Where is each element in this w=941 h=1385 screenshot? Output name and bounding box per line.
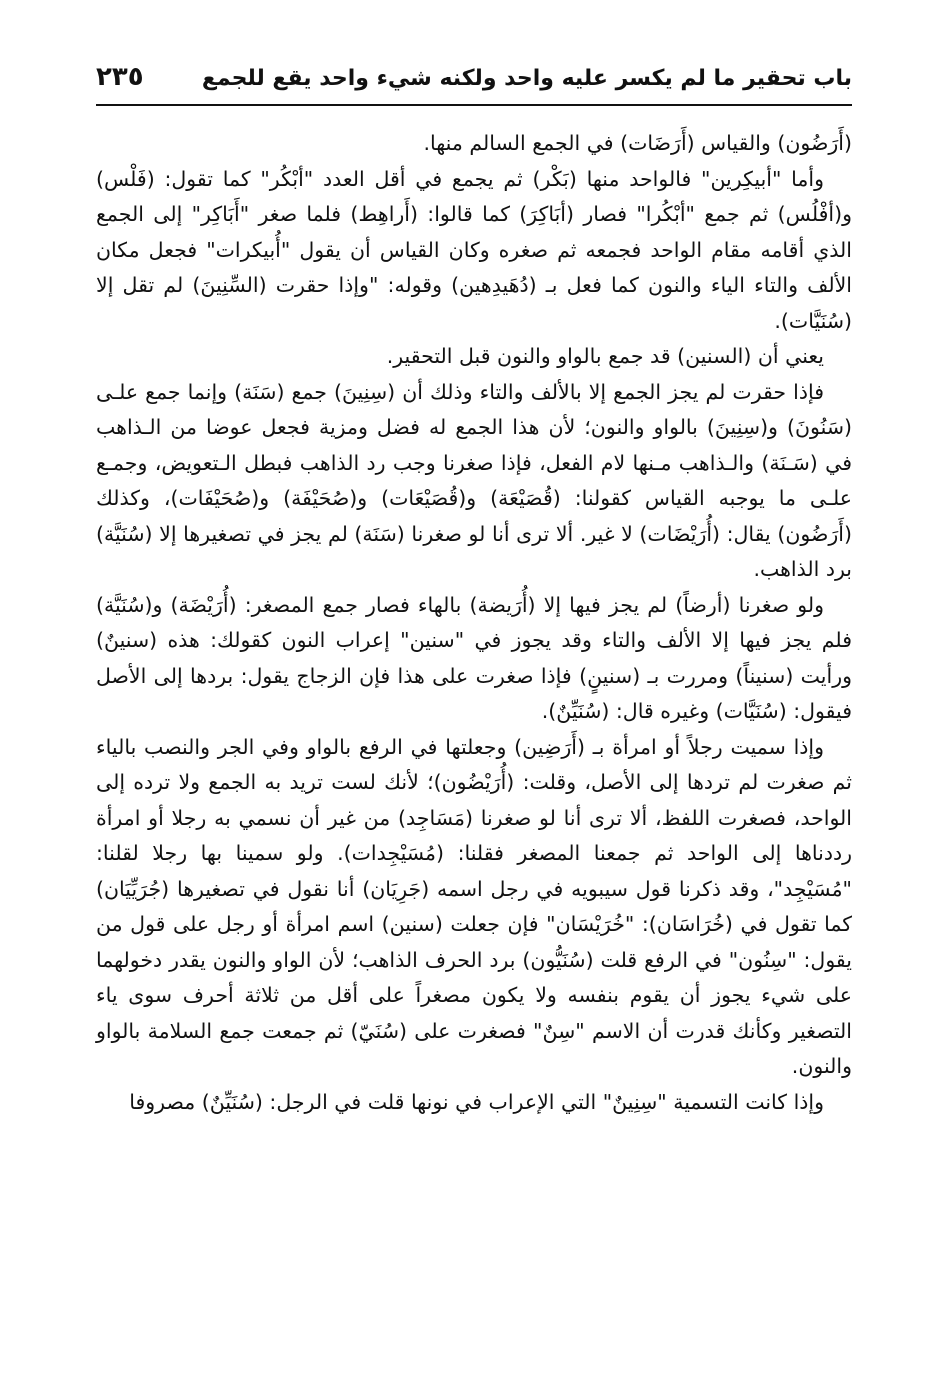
header-divider [96, 104, 852, 106]
chapter-title: باب تحقير ما لم يكسر عليه واحد ولكنه شيء واحد يقع للجمع [201, 66, 852, 91]
paragraph: ولو صغرنا (أرضاً) لم يجز فيها إلا (أُرَيضة) بالهاء فصار جمع المصغر: (أُرَيْضَة) و(سُنَيَّة) فلم يجز فيها إلا الألف والتاء وقد يجوز في "سنين" إعراب النون كقولك: هذه (سنينٌ) ورأيت (سنيناً) ومررت بـ (سنينٍ) فإذا صغرت على هذا فإن الزجاج يقول: بردها إلى الأصل فيقول: (سُنَيَّات) وغيره قال: (سُنَيِّنٌ). [96, 592, 852, 723]
page-number: ٢٣٥ [96, 62, 144, 92]
running-header [96, 60, 852, 106]
paragraph: (أَرَضُون) والقياس (أَرَضَات) في الجمع السالم منها. [423, 131, 852, 155]
book-page [96, 60, 852, 1370]
paragraph: وأما "أبيكِرين" فالواحد منها (بَكْر) ثم يجمع في أقل العدد "أبْكُر" كما تقول: (فَلْس) و(أفْلُس) ثم جمع "أبْكُرا" فصار (أبَاكِرَ) كما قالوا: (أَراهِط) فلما صغر "أَبَاكِر" إلى الجمع الذي أقامه مقام الواحد فجمعه ثم صغره وكان القياس أن يقول "أُبيكرات" فجعل مكان الألف والتاء الياء والنون كما فعل بـ (دُهَيدِهين) وقوله: "وإذا حقرت (السِّنِينَ) لم تقل إلا (سُنَيَّات). [96, 166, 852, 333]
paragraph: يعني أن (السنين) قد جمع بالواو والنون قبل التحقير. [386, 344, 824, 368]
paragraph: وإذا كانت التسمية "سِنِينٌ" التي الإعراب في نونها قلت في الرجل: (سُنَيِّنٌ) مصروفا [129, 1089, 824, 1114]
paragraph: فإذا حقرت لم يجز الجمع إلا بالألف والتاء وذلك أن (سِنِينَ) جمع (سَنَة) وإنما جمع علـى (سَنُونَ) و(سِنِينَ) بالواو والنون؛ لأن هذا الجمع له فضل ومزية فجعل عوضا من الـذاهب في (سَـنَة) والـذاهب مـنها لام الفعل، فإذا صغرنا وجب رد الذاهب فبطل الـتعويض، وجمـع علـى ما يوجبه القياس كقولنا: (قُصَيْعَة) و(قُصَيْعَات) و(صُحَيْفَة) و(صُحَيْفَات)، وكذلك (أَرَضُون) يقال: (أُرَيْضَات) لا غير. ألا ترى أنا لو صغرنا (سَنَة) لم يجز في تصغيرها إلا (سُنَيَّة) برد الذاهب. [96, 379, 852, 581]
page-body [96, 126, 852, 1120]
paragraph: وإذا سميت رجلاً أو امرأة بـ (أَرَضِين) وجعلتها في الرفع بالواو وفي الجر والنصب بالياء ثم صغرت لم تردها إلى الأصل، وقلت: (أُرَيْضُون)؛ لأنك لست تريد به الجمع ولا ترده إلى الواحد، فصغرت اللفظ، ألا ترى أنا لو صغرنا (مَسَاجِد) من غير أن نسمي به رجلا أو امرأة رددناها إلى الواحد ثم جمعنا المصغر فقلنا: (مُسَيْجِدات). ولو سمينا بها رجلا لقلنا: "مُسَيْجِد"، وقد ذكرنا قول سيبويه في رجل اسمه (جَرِيَان) أنا نقول في تصغيرها (جُرَيِّيَان) كما تقول في (خُرَاسَان): "خُرَيْسَان" فإن جعلت (سنين) اسم امرأة أو رجل على قول من يقول: "سِنُون" في الرفع قلت (سُنَيُّون) برد الحرف الذاهب؛ لأن الواو والنون يقدر دخولهما على شيء يجوز أن يقوم بنفسه ولا يكون مصغراً على أقل من ثلاثة أحرف سوى ياء التصغير وكأنك قدرت أن الاسم "سِنٌ" فصغرت على (سُنَيّ) ثم جمعت جمع السلامة بالواو والنون. [96, 734, 852, 1078]
